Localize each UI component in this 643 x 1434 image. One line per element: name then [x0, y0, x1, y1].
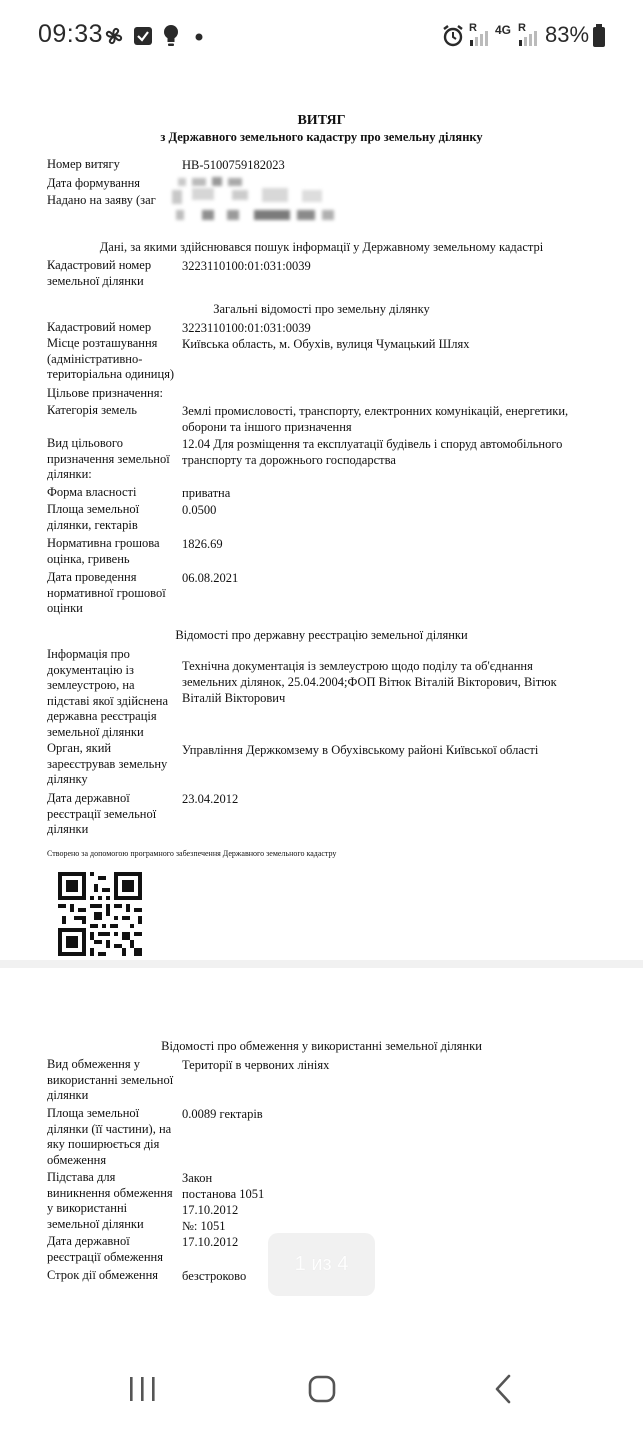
general-section-title: Загальні відомості про земельну ділянку — [213, 302, 430, 316]
purpose-label: Цільове призначення: — [47, 386, 163, 400]
ownership-label: Форма власності — [47, 485, 137, 499]
purpose-type-label: Вид цільового призначення земельної ділянки: — [47, 436, 170, 481]
recent-apps-button[interactable] — [92, 1345, 192, 1429]
land-category-label: Категорія земель — [47, 403, 137, 417]
registering-authority-value: Управління Держкомзему в Обухівському районі Київської області — [182, 743, 539, 757]
request-label: Надано на заяву (заг — [47, 193, 156, 207]
area-label: Площа земельної ділянки, гектарів — [47, 502, 140, 532]
document-subtitle: з Державного земельного кадастру про земельну ділянку — [160, 130, 483, 144]
restriction-type-label: Вид обмеження у використанні земельної ділянки — [47, 1057, 174, 1102]
land-category-value: Землі промисловості, транспорту, електронних комунікацій, енергетики, оборони та іншого призначення — [182, 404, 569, 434]
home-icon — [272, 1345, 372, 1429]
valuation-label: Нормативна грошова оцінка, гривень — [47, 536, 160, 566]
battery-percent: 83% — [545, 22, 590, 47]
cadastral-number-value: 3223110100:01:031:0039 — [182, 321, 311, 335]
redacted-request — [172, 186, 352, 228]
restriction-basis-label: Підстава для виникнення обмеження у використанні земельної ділянки — [47, 1170, 173, 1231]
extract-number-label: Номер витягу — [47, 157, 120, 171]
check-square-icon — [133, 26, 153, 46]
document-title: ВИТЯГ — [297, 113, 346, 128]
purpose-type-value: 12.04 Для розміщення та експлуатації будівель і споруд автомобільного транспорту та дорожнього господарства — [182, 437, 563, 467]
fan-icon — [102, 24, 126, 48]
search-section-title: Дані, за якими здійснювався пошук інформації у Державному земельному кадастрі — [99, 240, 544, 254]
signal-icon — [469, 30, 489, 46]
location-value: Київська область, м. Обухів, вулиця Чумацький Шлях — [182, 337, 470, 351]
extract-number-value: НВ-5100759182023 — [182, 158, 285, 172]
restriction-area-label: Площа земельної ділянки (її частини), на яку поширюється дія обмеження — [47, 1106, 172, 1167]
restrictions-section-title: Відомості про обмеження у використанні земельної ділянки — [161, 1039, 482, 1053]
search-cadastral-value: 3223110100:01:031:0039 — [182, 259, 311, 273]
registration-date-label: Дата державної реєстрації земельної ділянки — [47, 791, 157, 836]
restriction-area-value: 0.0089 гектарів — [182, 1107, 263, 1121]
roaming-mark-2: R — [518, 22, 526, 34]
valuation-date-value: 06.08.2021 — [182, 571, 239, 585]
ownership-value: приватна — [182, 486, 231, 500]
back-button[interactable] — [453, 1345, 553, 1429]
network-type: 4G — [495, 23, 512, 37]
battery-icon — [592, 24, 606, 48]
restriction-term-value: безстроково — [182, 1269, 247, 1283]
registration-section-title: Відомості про державну реєстрацію земельної ділянки — [175, 628, 468, 642]
page-separator — [0, 960, 643, 968]
signal-icon-2 — [518, 30, 538, 46]
formation-date-label: Дата формування — [47, 176, 141, 190]
dot-icon — [195, 33, 203, 41]
location-label: Місце розташування (адміністративно- територіальна одиниця) — [47, 336, 175, 381]
restriction-basis-value: Закон постанова 1051 17.10.2012 №: 1051 — [182, 1171, 265, 1233]
search-cadastral-label: Кадастровий номер земельної ділянки — [47, 258, 152, 288]
clock: 09:33 — [38, 20, 104, 48]
qr-code — [58, 872, 142, 956]
software-footnote: Створено за допомогою програмного забезпечення Державного земельного кадастру — [47, 849, 337, 858]
roaming-mark-1: R — [469, 22, 477, 34]
status-bar — [0, 0, 643, 72]
valuation-value: 1826.69 — [182, 537, 223, 551]
restriction-term-label: Строк дії обмеження — [47, 1268, 159, 1282]
lightbulb-icon — [162, 24, 180, 48]
cadastral-number-label: Кадастровий номер — [47, 320, 152, 334]
back-icon — [453, 1345, 553, 1429]
restriction-registration-date-value: 17.10.2012 — [182, 1235, 239, 1249]
home-button[interactable] — [272, 1345, 372, 1429]
recent-apps-icon — [92, 1345, 192, 1429]
valuation-date-label: Дата проведення нормативної грошової оцінки — [47, 570, 166, 615]
alarm-icon — [441, 24, 465, 48]
documentation-label: Інформація про документацію із землеустрою, на підставі якої здійснена державна реєстрація земельної ділянки — [47, 647, 169, 739]
area-value: 0.0500 — [182, 503, 217, 517]
navigation-bar — [0, 1345, 643, 1429]
restriction-type-value: Території в червоних лініях — [182, 1058, 330, 1072]
restriction-registration-date-label: Дата державної реєстрації обмеження — [47, 1234, 163, 1264]
page-indicator: 1 из 4 — [268, 1233, 375, 1296]
documentation-value: Технічна документація із землеустрою щодо поділу та об'єднання земельних ділянок, 25.04.2004;ФОП Вітюк Віталій Вікторович, Вітюк Віталій Вікторович — [182, 659, 557, 705]
registration-date-value: 23.04.2012 — [182, 792, 239, 806]
registering-authority-label: Орган, який зареєстрував земельну ділянку — [47, 741, 168, 786]
